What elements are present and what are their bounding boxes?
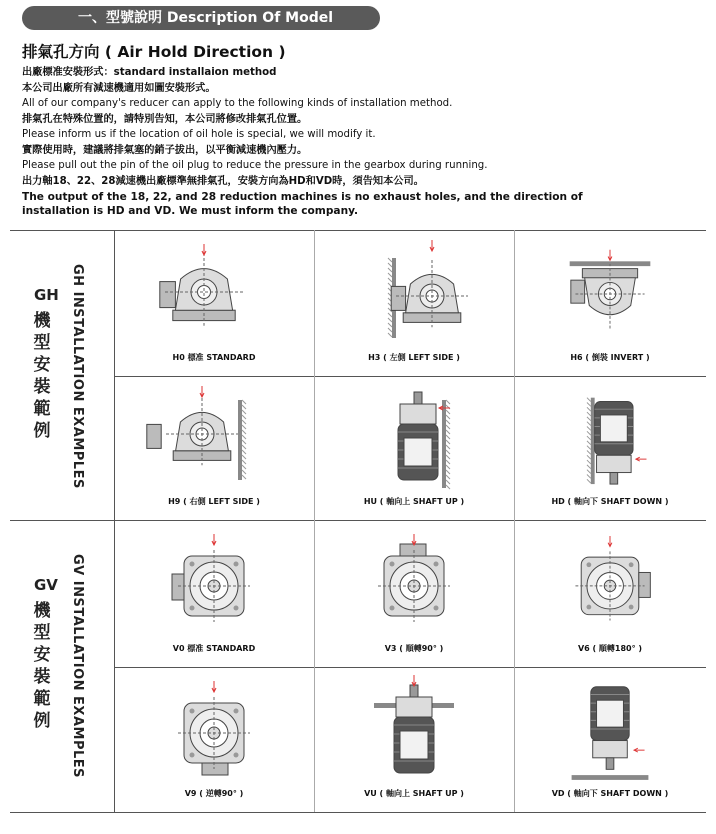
gearmotor-shaft-down-icon bbox=[514, 376, 706, 500]
table-rule bbox=[10, 812, 706, 813]
installation-cell bbox=[514, 376, 706, 520]
flange-shaft-down-icon bbox=[514, 667, 706, 792]
section-title-banner: 一、型號說明 Description Of Model bbox=[22, 6, 380, 30]
intro-line: 出力軸18、22、28減速機出廠標準無排氣孔，安裝方向為HD和VD時，須告知本公司。 bbox=[22, 176, 424, 187]
intro-line: installation is HD and VD. We must inform the company. bbox=[22, 205, 359, 217]
flange-standard-icon bbox=[114, 520, 314, 647]
flange-rotated-90-icon bbox=[314, 520, 514, 647]
group-label-char: 例 bbox=[33, 421, 51, 441]
group-label-char: 裝 bbox=[33, 377, 51, 397]
intro-line: Please pull out the pin of the oil plug to reduce the pressure in the gearbox during running. bbox=[22, 160, 488, 171]
installation-cell bbox=[314, 376, 514, 520]
group-label-char: 型 bbox=[33, 333, 51, 353]
gearmotor-shaft-up-icon bbox=[314, 376, 514, 500]
flange-rotated-180-icon bbox=[514, 520, 706, 647]
group-label-char: 機 bbox=[33, 311, 51, 331]
group-label-char: 範 bbox=[33, 399, 51, 419]
flange-shaft-up-icon bbox=[314, 667, 514, 792]
installation-caption: V9 ( 逆轉90° ) bbox=[184, 789, 244, 798]
group-label-char: 安 bbox=[33, 645, 51, 665]
group-code: GV bbox=[34, 576, 58, 594]
installation-cell bbox=[514, 230, 706, 376]
installation-cell bbox=[114, 230, 314, 376]
installation-caption: V6 ( 順轉180° ) bbox=[577, 644, 643, 653]
installation-cell bbox=[114, 520, 314, 667]
installation-caption: H6 ( 倒裝 INVERT ) bbox=[570, 353, 650, 362]
installation-caption: V3 ( 順轉90° ) bbox=[384, 644, 444, 653]
intro-line: 出廠標准安裝形式：standard installaion method bbox=[22, 67, 277, 78]
installation-caption: VU ( 軸向上 SHAFT UP ) bbox=[364, 789, 464, 798]
flange-rotated-ccw-90-icon bbox=[114, 667, 314, 792]
intro-line: The output of the 18, 22, and 28 reduction machines is no exhaust holes, and the direction of bbox=[22, 191, 583, 203]
installation-caption: H3 ( 左側 LEFT SIDE ) bbox=[368, 353, 460, 362]
gearmotor-right-side-icon bbox=[114, 376, 314, 500]
installation-caption: V0 標准 STANDARD bbox=[172, 644, 256, 653]
installation-cell bbox=[514, 667, 706, 812]
group-label-char: 安 bbox=[33, 355, 51, 375]
intro-line: 實際使用時，建議將排氣塞的銷子拔出，以平衡減速機內壓力。 bbox=[22, 145, 308, 156]
group-label-char: 例 bbox=[33, 711, 51, 731]
installation-caption: HD ( 軸向下 SHAFT DOWN ) bbox=[551, 497, 669, 506]
page-heading: 排氣孔方向 ( Air Hold Direction ) bbox=[22, 43, 286, 61]
gearmotor-horizontal-standard-icon bbox=[114, 230, 314, 356]
group-vertical-label: GV INSTALLATION EXAMPLES bbox=[70, 554, 85, 778]
group-vertical-label: GH INSTALLATION EXAMPLES bbox=[70, 264, 85, 489]
group-label-char: 範 bbox=[33, 689, 51, 709]
group-label-char: 機 bbox=[33, 601, 51, 621]
group-label-char: 裝 bbox=[33, 667, 51, 687]
installation-cell bbox=[314, 667, 514, 812]
intro-line: All of our company's reducer can apply to the following kinds of installation method. bbox=[22, 98, 453, 109]
installation-caption: H9 ( 右側 LEFT SIDE ) bbox=[168, 497, 260, 506]
installation-cell bbox=[314, 520, 514, 667]
installation-caption: HU ( 軸向上 SHAFT UP ) bbox=[363, 497, 465, 506]
intro-line: 本公司出廠所有減速機適用如圖安裝形式。 bbox=[22, 83, 216, 94]
installation-caption: VD ( 軸向下 SHAFT DOWN ) bbox=[551, 789, 669, 798]
installation-caption: H0 標准 STANDARD bbox=[172, 353, 256, 362]
installation-cell bbox=[514, 520, 706, 667]
gearmotor-left-side-icon bbox=[314, 230, 514, 356]
group-code: GH bbox=[34, 286, 59, 304]
group-label-char: 型 bbox=[33, 623, 51, 643]
installation-cell bbox=[114, 376, 314, 520]
intro-line: Please inform us if the location of oil hole is special, we will modify it. bbox=[22, 129, 376, 140]
installation-cell bbox=[314, 230, 514, 376]
gearmotor-invert-icon bbox=[514, 230, 706, 356]
installation-cell bbox=[114, 667, 314, 812]
intro-line: 排氣孔在特殊位置的，請特別告知，本公司將修改排氣孔位置。 bbox=[22, 114, 308, 125]
